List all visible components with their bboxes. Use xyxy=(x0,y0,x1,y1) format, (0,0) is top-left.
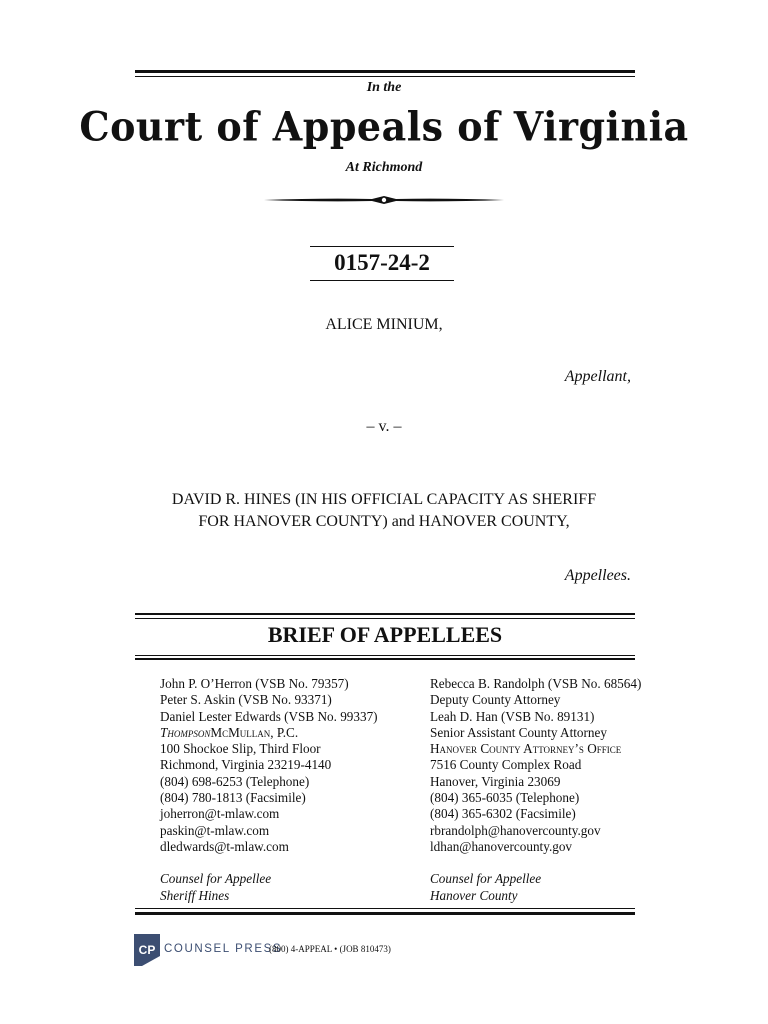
counsel-left-client: Sheriff Hines xyxy=(160,887,230,903)
appellees-line-1: DAVID R. HINES (IN HIS OFFICIAL CAPACITY AS SHERIFF xyxy=(171,491,597,508)
counsel-left-email: paskin@t-mlaw.com xyxy=(160,822,270,838)
appellant-name: ALICE MINIUM, xyxy=(325,316,443,333)
court-name: Court of Appeals of Virginia xyxy=(79,102,689,151)
appellees-line-2: FOR HANOVER COUNTY) and HANOVER COUNTY, xyxy=(198,513,570,530)
counsel-right-line: Rebecca B. Randolph (VSB No. 68564) xyxy=(430,676,642,691)
docket-rule-bottom xyxy=(310,280,454,281)
title-rule-top-thick xyxy=(135,613,635,615)
firm-name-suffix: , P.C. xyxy=(270,724,299,740)
versus: – v. – xyxy=(366,418,402,435)
counsel-press-logo xyxy=(134,934,283,966)
firm-name-part-1: Thompson xyxy=(160,724,211,740)
bottom-rule-thick xyxy=(135,912,635,915)
brief-title: BRIEF OF APPELLEES xyxy=(267,622,503,647)
counsel-left-email: dledwards@t-mlaw.com xyxy=(160,838,289,854)
logo-initials: CP xyxy=(138,943,156,957)
counsel-right-address: Hanover, Virginia 23069 xyxy=(430,773,561,789)
caption-intro: In the xyxy=(366,80,402,95)
footer-contact: (800) 4-APPEAL • (JOB 810473) xyxy=(269,944,391,954)
bottom-rule-thin xyxy=(135,908,635,909)
cp-logo-icon xyxy=(134,934,160,966)
counsel-left-firm xyxy=(160,725,410,741)
counsel-left-address: 100 Shockoe Slip, Third Floor xyxy=(160,741,321,757)
counsel-left-address: Richmond, Virginia 23219-4140 xyxy=(160,757,332,773)
title-rule-bottom-thick xyxy=(135,658,635,660)
top-rule-thick xyxy=(135,70,635,73)
counsel-right-phone: (804) 365-6035 (Telephone) xyxy=(430,790,580,806)
counsel-right-block xyxy=(430,676,670,904)
docket-number: 0157-24-2 xyxy=(334,250,430,275)
counsel-left-fax: (804) 780-1813 (Facsimile) xyxy=(160,790,306,806)
counsel-right-office: Hanover County Attorney’s Office xyxy=(430,741,622,757)
counsel-right-role: Counsel for Appellee xyxy=(430,871,542,887)
title-rule-bottom-thin xyxy=(135,655,635,656)
docket-rule-top xyxy=(310,246,454,247)
court-location: At Richmond xyxy=(345,160,423,175)
top-rule-thin xyxy=(135,76,635,77)
counsel-left-block xyxy=(160,676,410,904)
counsel-left-role: Counsel for Appellee xyxy=(160,871,272,887)
appellant-role: Appellant, xyxy=(564,368,631,385)
counsel-right-line: Senior Assistant County Attorney xyxy=(430,724,607,740)
counsel-right-email: rbrandolph@hanovercounty.gov xyxy=(430,822,601,838)
counsel-right-email: ldhan@hanovercounty.gov xyxy=(430,838,573,854)
counsel-right-client: Hanover County xyxy=(430,887,518,903)
appellees-role: Appellees. xyxy=(564,567,631,584)
counsel-left-line: Daniel Lester Edwards (VSB No. 99337) xyxy=(160,708,378,724)
logo-text: COUNSEL PRESS xyxy=(164,943,283,955)
title-rule-top-thin xyxy=(135,618,635,619)
counsel-left-line: John P. O’Herron (VSB No. 79357) xyxy=(160,676,349,691)
counsel-right-address: 7516 County Complex Road xyxy=(430,757,582,773)
firm-name-part-2: McMullan xyxy=(210,724,271,740)
ornament-divider xyxy=(262,192,506,208)
counsel-right-line: Deputy County Attorney xyxy=(430,692,561,708)
counsel-right-fax: (804) 365-6302 (Facsimile) xyxy=(430,806,576,822)
counsel-left-email: joherron@t-mlaw.com xyxy=(160,806,280,822)
counsel-left-line: Peter S. Askin (VSB No. 93371) xyxy=(160,692,332,708)
counsel-right-line: Leah D. Han (VSB No. 89131) xyxy=(430,708,595,724)
counsel-left-phone: (804) 698-6253 (Telephone) xyxy=(160,773,310,789)
